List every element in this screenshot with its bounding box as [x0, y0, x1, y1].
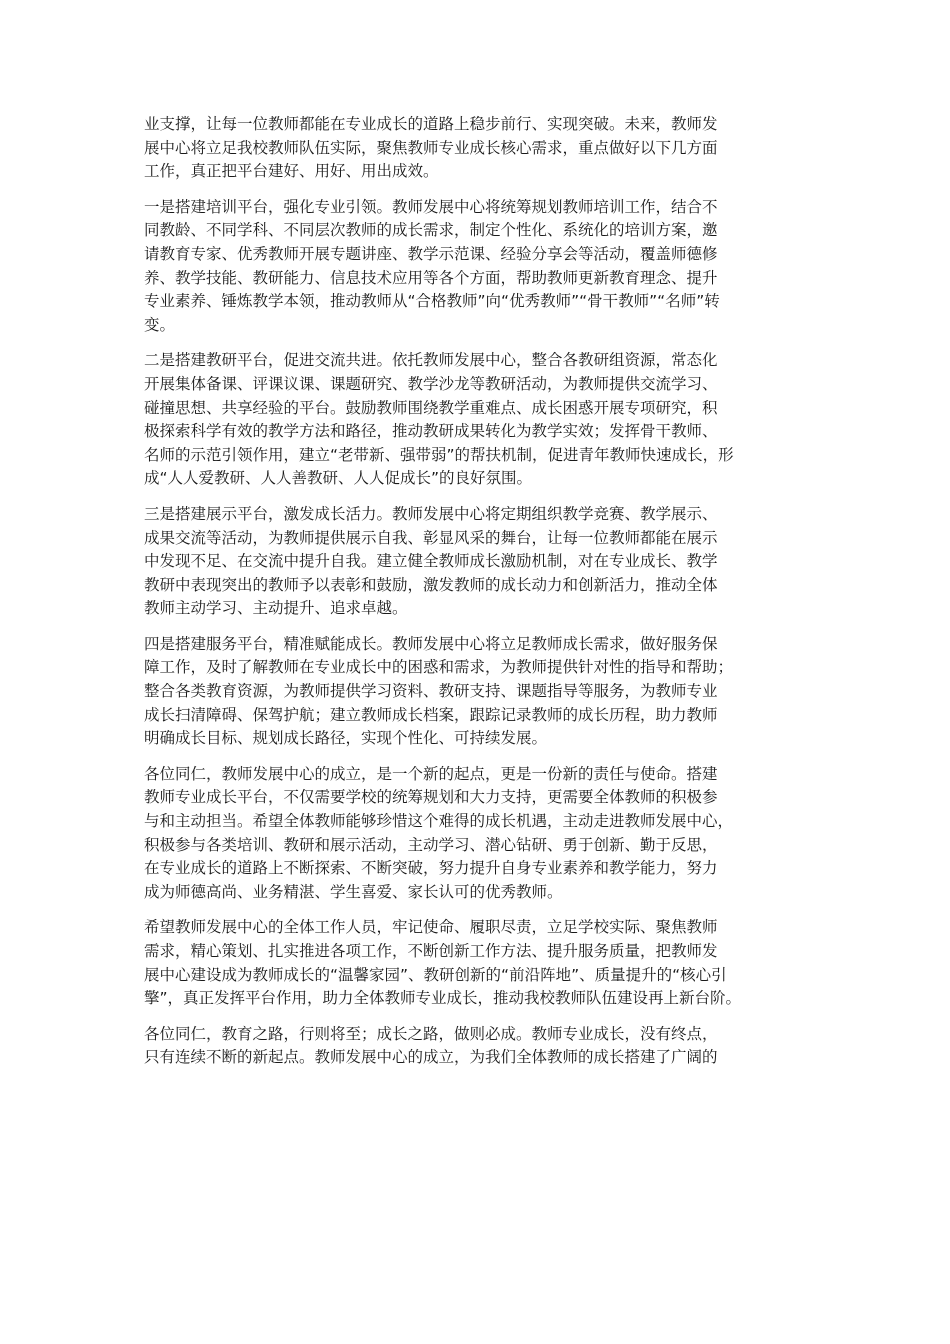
text-line: 二是搭建教研平台，促进交流共进。依托教师发展中心，整合各教研组资源，常态化 [144, 351, 718, 370]
text-line: 中发现不足、在交流中提升自我。建立健全教师成长激励机制，对在专业成长、教学 [144, 552, 718, 571]
text-line: 养、教学技能、教研能力、信息技术应用等各个方面，帮助教师更新教育理念、提升 [144, 268, 718, 287]
text-line: 在专业成长的道路上不断探索、不断突破，努力提升自身专业素养和教学能力，努力 [144, 859, 718, 878]
text-line: 障工作，及时了解教师在专业成长中的困惑和需求，为教师提供针对性的指导和帮助； [144, 658, 734, 677]
text-line: 擎”，真正发挥平台作用，助力全体教师专业成长，推动我校教师队伍建设再上新台阶。 [144, 989, 742, 1008]
text-line: 与和主动担当。希望全体教师能够珍惜这个难得的成长机遇，主动走进教师发展中心， [144, 812, 734, 831]
text-line: 展中心将立足我校教师队伍实际，聚焦教师专业成长核心需求，重点做好以下几方面 [144, 138, 718, 157]
text-line: 请教育专家、优秀教师开展专题讲座、教学示范课、经验分享会等活动，覆盖师德修 [144, 244, 718, 263]
text-line: 只有连续不断的新起点。教师发展中心的成立，为我们全体教师的成长搭建了广阔的 [144, 1048, 718, 1067]
text-line: 碰撞思想、共享经验的平台。鼓励教师围绕教学重难点、成长困惑开展专项研究，积 [144, 398, 718, 417]
text-line: 同教龄、不同学科、不同层次教师的成长需求，制定个性化、系统化的培训方案，邀 [144, 221, 718, 240]
text-line: 教师主动学习、主动提升、追求卓越。 [144, 599, 408, 618]
text-line: 整合各类教育资源，为教师提供学习资料、教研支持、课题指导等服务，为教师专业 [144, 682, 718, 701]
paragraph [144, 196, 820, 338]
document-body [144, 113, 820, 1082]
text-line: 专业素养、锤炼教学本领，推动教师从“合格教师”向“优秀教师”“骨干教师”“名师”转 [144, 292, 720, 311]
text-line: 成长扫清障碍、保驾护航；建立教师成长档案，跟踪记录教师的成长历程，助力教师 [144, 705, 718, 724]
paragraph [144, 503, 820, 621]
paragraph [144, 633, 820, 751]
text-line: 成“人人爱教研、人人善教研、人人促成长”的良好氛围。 [144, 469, 533, 488]
text-line: 成为师德高尚、业务精湛、学生喜爱、家长认可的优秀教师。 [144, 882, 563, 901]
text-line: 希望教师发展中心的全体工作人员，牢记使命、履职尽责，立足学校实际、聚焦教师 [144, 918, 718, 937]
text-line: 工作，真正把平台建好、用好、用出成效。 [144, 162, 439, 181]
paragraph [144, 1023, 820, 1070]
text-line: 名师的示范引领作用，建立“老带新、强带弱”的帮扶机制，促进青年教师快速成长，形 [144, 445, 734, 464]
text-line: 积极参与各类培训、教研和展示活动，主动学习、潜心钻研、勇于创新、勤于反思， [144, 835, 718, 854]
paragraph [144, 113, 820, 184]
text-line: 一是搭建培训平台，强化专业引领。教师发展中心将统筹规划教师培训工作，结合不 [144, 197, 718, 216]
text-line: 教师专业成长平台，不仅需要学校的统筹规划和大力支持，更需要全体教师的积极参 [144, 788, 718, 807]
text-line: 教研中表现突出的教师予以表彰和鼓励，激发教师的成长动力和创新活力，推动全体 [144, 575, 718, 594]
paragraph [144, 916, 820, 1010]
text-line: 各位同仁，教师发展中心的成立，是一个新的起点，更是一份新的责任与使命。搭建 [144, 764, 718, 783]
text-line: 三是搭建展示平台，激发成长活力。教师发展中心将定期组织教学竞赛、教学展示、 [144, 504, 718, 523]
paragraph [144, 349, 820, 491]
text-line: 需求，精心策划、扎实推进各项工作，不断创新工作方法、提升服务质量，把教师发 [144, 942, 718, 960]
text-line: 展中心建设成为教师成长的“温馨家园”、教研创新的“前沿阵地”、质量提升的“核心引 [144, 965, 727, 984]
text-line: 成果交流等活动，为教师提供展示自我、彰显风采的舞台，让每一位教师都能在展示 [144, 528, 718, 547]
text-line: 四是搭建服务平台，精准赋能成长。教师发展中心将立足教师成长需求，做好服务保 [144, 634, 718, 653]
text-line: 各位同仁，教育之路，行则将至；成长之路，做则必成。教师专业成长，没有终点， [144, 1024, 718, 1043]
text-line: 业支撑，让每一位教师都能在专业成长的道路上稳步前行、实现突破。未来，教师发 [144, 115, 718, 133]
text-line: 明确成长目标、规划成长路径，实现个性化、可持续发展。 [144, 729, 548, 748]
paragraph [144, 763, 820, 905]
text-line: 开展集体备课、评课议课、课题研究、教学沙龙等教研活动，为教师提供交流学习、 [144, 374, 718, 393]
text-line: 变。 [144, 315, 176, 334]
text-line: 极探索科学有效的教学方法和路径，推动教研成果转化为教学实效；发挥骨干教师、 [144, 422, 718, 441]
